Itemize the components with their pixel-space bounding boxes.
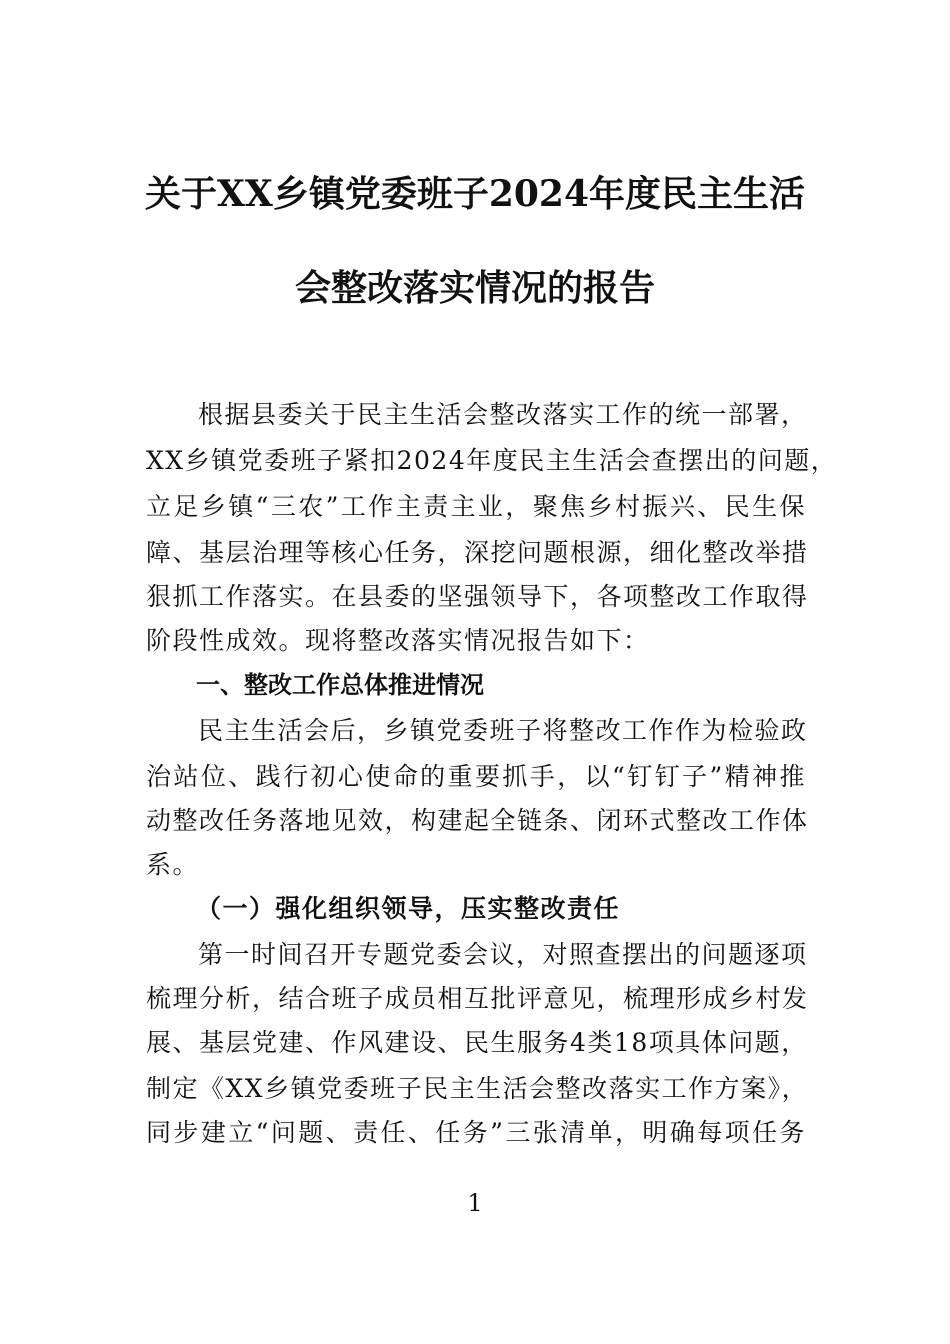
document-title-line-1: 关于XX乡镇党委班子2024年度民主生活 (144, 173, 806, 215)
intro-line-4: 障、基层治理等核心任务，深挖问题根源，细化整改举措 (146, 538, 809, 567)
section-heading: 一、整改工作总体推进情况 (196, 671, 484, 699)
subsection1-line-1: 第一时间召开专题党委会议，对照查摆出的问题逐项 (198, 940, 808, 969)
section1-line-4: 系。 (146, 850, 200, 879)
section1-line-1: 民主生活会后，乡镇党委班子将整改工作作为检验政 (198, 716, 808, 745)
document-title-line-2: 会整改落实情况的报告 (294, 267, 655, 309)
intro-line-3: 立足乡镇“三农”工作主责主业，聚焦乡村振兴、民生保 (146, 492, 806, 521)
subsection1-line-2: 梳理分析，结合班子成员相互批评意见，梳理形成乡村发 (146, 984, 809, 1013)
section1-line-2: 治站位、践行初心使命的重要抓手，以“钉钉子”精神推 (146, 762, 806, 791)
intro-line-1: 根据县委关于民主生活会整改落实工作的统一部署， (198, 400, 808, 429)
section1-line-3: 动整改任务落地见效，构建起全链条、闭环式整改工作体 (146, 806, 809, 835)
subsection-heading: （一）强化组织领导，压实整改责任 (196, 894, 621, 923)
intro-line-2: XX乡镇党委班子紧扣2024年度民主生活会查摆出的问题， (146, 446, 838, 475)
intro-line-5: 狠抓工作落实。在县委的坚强领导下，各项整改工作取得 (146, 582, 809, 611)
subsection1-line-3: 展、基层党建、作风建设、民生服务4类18项具体问题， (146, 1028, 808, 1057)
intro-line-6: 阶段性成效。现将整改落实情况报告如下： (146, 626, 650, 655)
page-number: 1 (467, 1189, 483, 1217)
subsection1-line-5: 同步建立“问题、责任、任务”三张清单，明确每项任务 (146, 1118, 806, 1147)
subsection1-line-4: 制定《XX乡镇党委班子民主生活会整改落实工作方案》， (146, 1074, 809, 1103)
